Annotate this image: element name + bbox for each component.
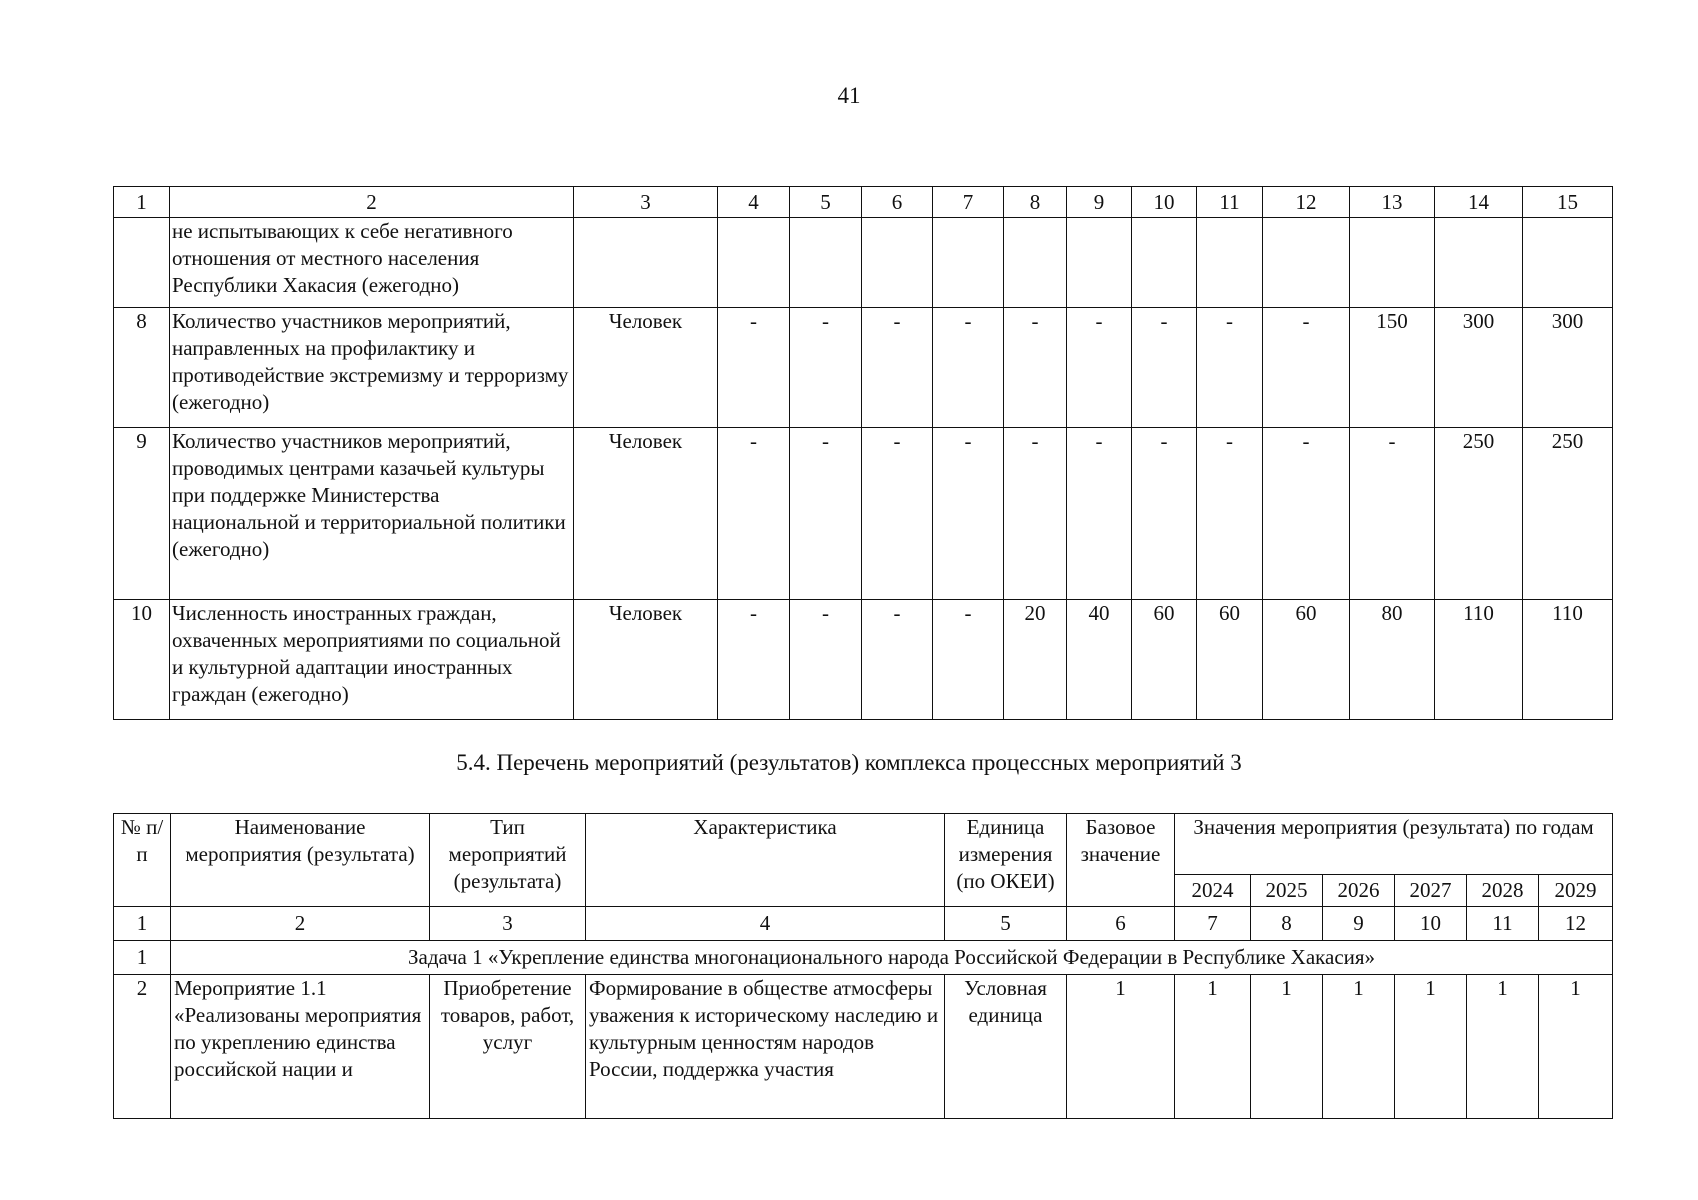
indicator-name: не испытывающих к себе негативного отношения от местного населения Республики Хакасия (ежегодно) xyxy=(170,218,574,308)
unit-cell: Человек xyxy=(574,600,718,720)
table1-header-cell: 10 xyxy=(1132,187,1197,218)
value-cell: - xyxy=(862,600,933,720)
table1-header-cell: 1 xyxy=(114,187,170,218)
value-cell: 150 xyxy=(1350,308,1435,428)
value-cell: - xyxy=(1067,308,1132,428)
row-number: 2 xyxy=(114,975,171,1119)
column-index: 3 xyxy=(430,907,586,941)
activity-type: Приобретение товаров, работ, услуг xyxy=(430,975,586,1119)
value-cell xyxy=(1004,218,1067,308)
activity-characteristic: Формирование в обществе атмосферы уважения к историческому наследию и культурным ценностям народов России, поддержка участия xyxy=(586,975,945,1119)
value-cell: - xyxy=(862,428,933,600)
value-cell: - xyxy=(1067,428,1132,600)
table-row xyxy=(114,600,1613,720)
value-cell xyxy=(1132,218,1197,308)
value-cell: - xyxy=(1350,428,1435,600)
table1-header-cell: 9 xyxy=(1067,187,1132,218)
value-cell: - xyxy=(1004,308,1067,428)
value-cell: 40 xyxy=(1067,600,1132,720)
table-row xyxy=(114,218,1613,308)
value-cell: - xyxy=(1197,308,1263,428)
value-cell: - xyxy=(718,428,790,600)
value-cell xyxy=(1435,218,1523,308)
header-characteristic: Характеристика xyxy=(586,814,945,907)
value-cell: 1 xyxy=(1251,975,1323,1119)
column-index: 2 xyxy=(171,907,430,941)
value-cell xyxy=(933,218,1004,308)
column-index: 4 xyxy=(586,907,945,941)
header-year: 2024 xyxy=(1175,875,1251,907)
value-cell: - xyxy=(1263,308,1350,428)
value-cell xyxy=(790,218,862,308)
value-cell: 20 xyxy=(1004,600,1067,720)
value-cell xyxy=(1350,218,1435,308)
table1-header-cell: 8 xyxy=(1004,187,1067,218)
column-index: 5 xyxy=(945,907,1067,941)
table2-header-row xyxy=(114,814,1613,875)
value-cell: 60 xyxy=(1263,600,1350,720)
header-year: 2029 xyxy=(1539,875,1613,907)
section-title: 5.4. Перечень мероприятий (результатов) комплекса процессных мероприятий 3 xyxy=(456,750,1242,775)
header-base-value: Базовое значение xyxy=(1067,814,1175,907)
table1-header-row xyxy=(114,187,1613,218)
value-cell xyxy=(862,218,933,308)
column-index: 9 xyxy=(1323,907,1395,941)
header-year: 2027 xyxy=(1395,875,1467,907)
value-cell: 1 xyxy=(1395,975,1467,1119)
indicator-name: Численность иностранных граждан, охваченных мероприятиями по социальной и культурной адаптации иностранных граждан (ежегодно) xyxy=(170,600,574,720)
value-cell: - xyxy=(1263,428,1350,600)
header-type: Тип мероприятий (результата) xyxy=(430,814,586,907)
value-cell: 1 xyxy=(1539,975,1613,1119)
table1-header-cell: 12 xyxy=(1263,187,1350,218)
table2-index-row xyxy=(114,907,1613,941)
indicator-name: Количество участников мероприятий, направленных на профилактику и противодействие экстремизму и терроризму (ежегодно) xyxy=(170,308,574,428)
value-cell: 110 xyxy=(1523,600,1613,720)
header-year: 2025 xyxy=(1251,875,1323,907)
header-year: 2028 xyxy=(1467,875,1539,907)
base-value-cell: 1 xyxy=(1067,975,1175,1119)
indicator-name: Количество участников мероприятий, проводимых центрами казачьей культуры при поддержке Министерства национальной и территориальной политики (ежегодно) xyxy=(170,428,574,600)
table1-header-cell: 15 xyxy=(1523,187,1613,218)
value-cell: - xyxy=(1004,428,1067,600)
value-cell: - xyxy=(933,308,1004,428)
value-cell: - xyxy=(933,428,1004,600)
value-cell: 80 xyxy=(1350,600,1435,720)
value-cell: 60 xyxy=(1197,600,1263,720)
table-row xyxy=(114,975,1613,1119)
unit-cell: Человек xyxy=(574,428,718,600)
column-index: 11 xyxy=(1467,907,1539,941)
task-row xyxy=(114,941,1613,975)
value-cell xyxy=(1067,218,1132,308)
column-index: 10 xyxy=(1395,907,1467,941)
table-row xyxy=(114,428,1613,600)
table-row xyxy=(114,308,1613,428)
table1-header-cell: 7 xyxy=(933,187,1004,218)
value-cell: - xyxy=(862,308,933,428)
value-cell: - xyxy=(790,600,862,720)
column-index: 7 xyxy=(1175,907,1251,941)
column-index: 6 xyxy=(1067,907,1175,941)
table1-header-cell: 2 xyxy=(170,187,574,218)
row-number: 9 xyxy=(114,428,170,600)
row-number: 10 xyxy=(114,600,170,720)
value-cell: 1 xyxy=(1467,975,1539,1119)
value-cell xyxy=(1523,218,1613,308)
header-number: № п/п xyxy=(114,814,171,907)
value-cell: - xyxy=(1132,428,1197,600)
table1-header-cell: 5 xyxy=(790,187,862,218)
value-cell: 250 xyxy=(1523,428,1613,600)
value-cell: 300 xyxy=(1435,308,1523,428)
unit-cell: Условная единица xyxy=(945,975,1067,1119)
header-unit: Единица измерения (по ОКЕИ) xyxy=(945,814,1067,907)
table1-header-cell: 14 xyxy=(1435,187,1523,218)
activities-table xyxy=(113,813,1613,1119)
value-cell: 300 xyxy=(1523,308,1613,428)
header-values-by-year: Значения мероприятия (результата) по годам xyxy=(1175,814,1613,875)
column-index: 1 xyxy=(114,907,171,941)
value-cell: 250 xyxy=(1435,428,1523,600)
value-cell: - xyxy=(718,600,790,720)
unit-cell: Человек xyxy=(574,308,718,428)
table1-header-cell: 13 xyxy=(1350,187,1435,218)
row-number xyxy=(114,218,170,308)
table1-header-cell: 4 xyxy=(718,187,790,218)
page-number: 41 xyxy=(837,83,861,108)
value-cell: 1 xyxy=(1175,975,1251,1119)
unit-cell xyxy=(574,218,718,308)
value-cell: 110 xyxy=(1435,600,1523,720)
table1-header-cell: 3 xyxy=(574,187,718,218)
value-cell xyxy=(1197,218,1263,308)
row-number: 1 xyxy=(114,941,171,975)
value-cell: - xyxy=(790,428,862,600)
value-cell: 1 xyxy=(1323,975,1395,1119)
header-name: Наименование мероприятия (результата) xyxy=(171,814,430,907)
activity-name: Мероприятие 1.1 «Реализованы мероприятия по укреплению единства российской нации и xyxy=(171,975,430,1119)
value-cell xyxy=(718,218,790,308)
value-cell: 60 xyxy=(1132,600,1197,720)
value-cell: - xyxy=(933,600,1004,720)
column-index: 12 xyxy=(1539,907,1613,941)
table1-header-cell: 6 xyxy=(862,187,933,218)
task-title: Задача 1 «Укрепление единства многонационального народа Российской Федерации в Республике Хакасия» xyxy=(171,941,1613,975)
value-cell: - xyxy=(790,308,862,428)
value-cell: - xyxy=(718,308,790,428)
row-number: 8 xyxy=(114,308,170,428)
value-cell xyxy=(1263,218,1350,308)
value-cell: - xyxy=(1132,308,1197,428)
table1-header-cell: 11 xyxy=(1197,187,1263,218)
header-year: 2026 xyxy=(1323,875,1395,907)
column-index: 8 xyxy=(1251,907,1323,941)
indicators-table xyxy=(113,186,1613,720)
value-cell: - xyxy=(1197,428,1263,600)
